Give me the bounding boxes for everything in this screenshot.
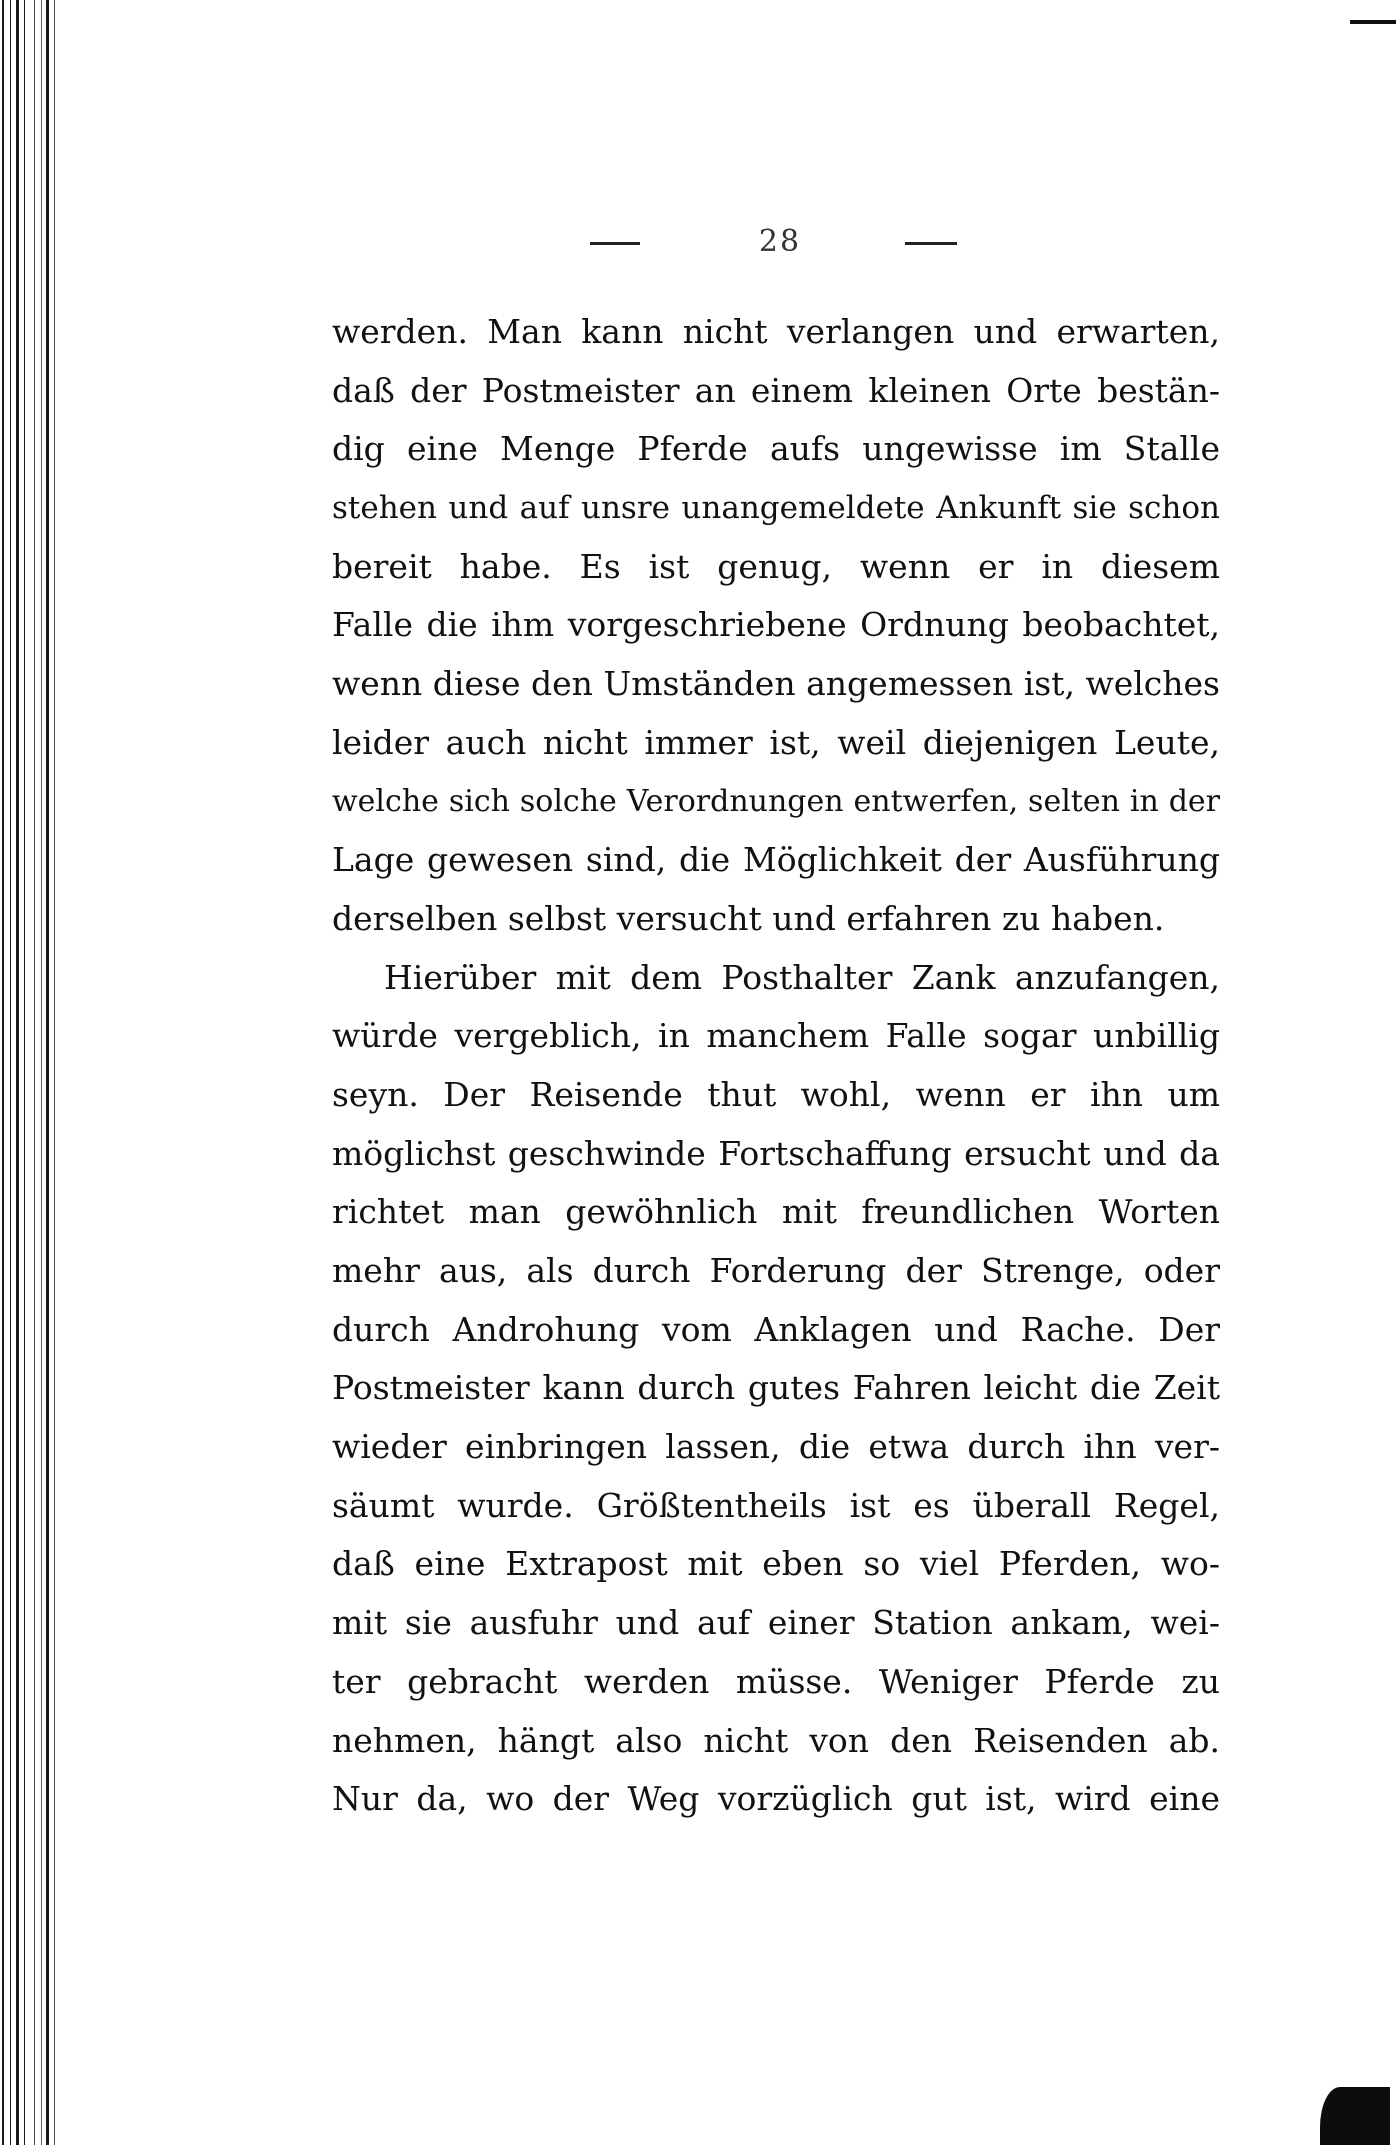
text-line: Lage gewesen sind, die Möglichkeit der Ausführung xyxy=(332,840,1220,880)
text-line: Nur da, wo der Weg vorzüglich gut ist, wird eine xyxy=(332,1779,1220,1819)
text-line: durch Androhung vom Anklagen und Rache. Der xyxy=(332,1309,1220,1349)
text-line: ter gebracht werden müsse. Weniger Pferde zu xyxy=(332,1661,1220,1701)
text-line: würde vergeblich, in manchem Falle sogar unbillig xyxy=(332,1016,1220,1056)
text-line: dig eine Menge Pferde aufs ungewisse im Stalle xyxy=(332,429,1220,469)
scan-edge-mark xyxy=(1350,20,1396,24)
scan-binding-edge xyxy=(0,0,62,2145)
page-number: 28 xyxy=(758,224,802,259)
page-header xyxy=(0,226,1396,266)
binding-line xyxy=(10,0,11,2145)
paragraph xyxy=(332,303,1220,949)
binding-line xyxy=(34,0,35,2145)
binding-line xyxy=(46,0,49,2145)
text-line: daß eine Extrapost mit eben so viel Pferden, wo- xyxy=(332,1544,1220,1584)
text-line: mehr aus, als durch Forderung der Strenge, oder xyxy=(332,1251,1220,1290)
text-line: derselben selbst versucht und erfahren zu haben. xyxy=(332,898,1165,938)
binding-line xyxy=(41,0,42,2145)
header-dash-right xyxy=(905,242,957,245)
text-line: nehmen, hängt also nicht von den Reisenden ab. xyxy=(332,1720,1220,1760)
text-line: Hierüber mit dem Posthalter Zank anzufangen, xyxy=(384,957,1220,997)
text-line: leider auch nicht immer ist, weil diejenigen Leute, xyxy=(332,722,1220,762)
text-line: Falle die ihm vorgeschriebene Ordnung beobachtet, xyxy=(332,605,1220,645)
text-line: säumt wurde. Größtentheils ist es überall Regel, xyxy=(332,1485,1220,1525)
text-line: welche sich solche Verordnungen entwerfen, selten in der xyxy=(332,783,1220,819)
binding-line xyxy=(16,0,19,2145)
text-line: werden. Man kann nicht verlangen und erwarten, xyxy=(332,312,1220,351)
text-line: bereit habe. Es ist genug, wenn er in diesem xyxy=(332,546,1220,586)
text-line: stehen und auf unsre unangemeldete Ankunft sie schon xyxy=(332,490,1220,527)
body-text xyxy=(332,303,1220,1829)
text-line: daß der Postmeister an einem kleinen Orte bestän- xyxy=(332,370,1220,410)
text-line: seyn. Der Reisende thut wohl, wenn er ihn um xyxy=(332,1074,1220,1114)
text-line: richtet man gewöhnlich mit freundlichen Worten xyxy=(332,1192,1220,1232)
text-line: mit sie ausfuhr und auf einer Station ankam, wei- xyxy=(332,1603,1220,1643)
binding-line xyxy=(24,0,25,2145)
scan-corner-shadow xyxy=(1320,2087,1390,2145)
header-dash-left xyxy=(590,242,640,245)
text-line: wieder einbringen lassen, die etwa durch ihn ver- xyxy=(332,1427,1220,1467)
binding-line xyxy=(2,0,4,2145)
paragraph xyxy=(332,949,1220,1829)
binding-line xyxy=(54,0,55,2145)
text-line: möglichst geschwinde Fortschaffung ersucht und da xyxy=(332,1133,1220,1173)
text-line: wenn diese den Umständen angemessen ist, welches xyxy=(332,664,1220,704)
text-line: Postmeister kann durch gutes Fahren leicht die Zeit xyxy=(332,1368,1220,1408)
